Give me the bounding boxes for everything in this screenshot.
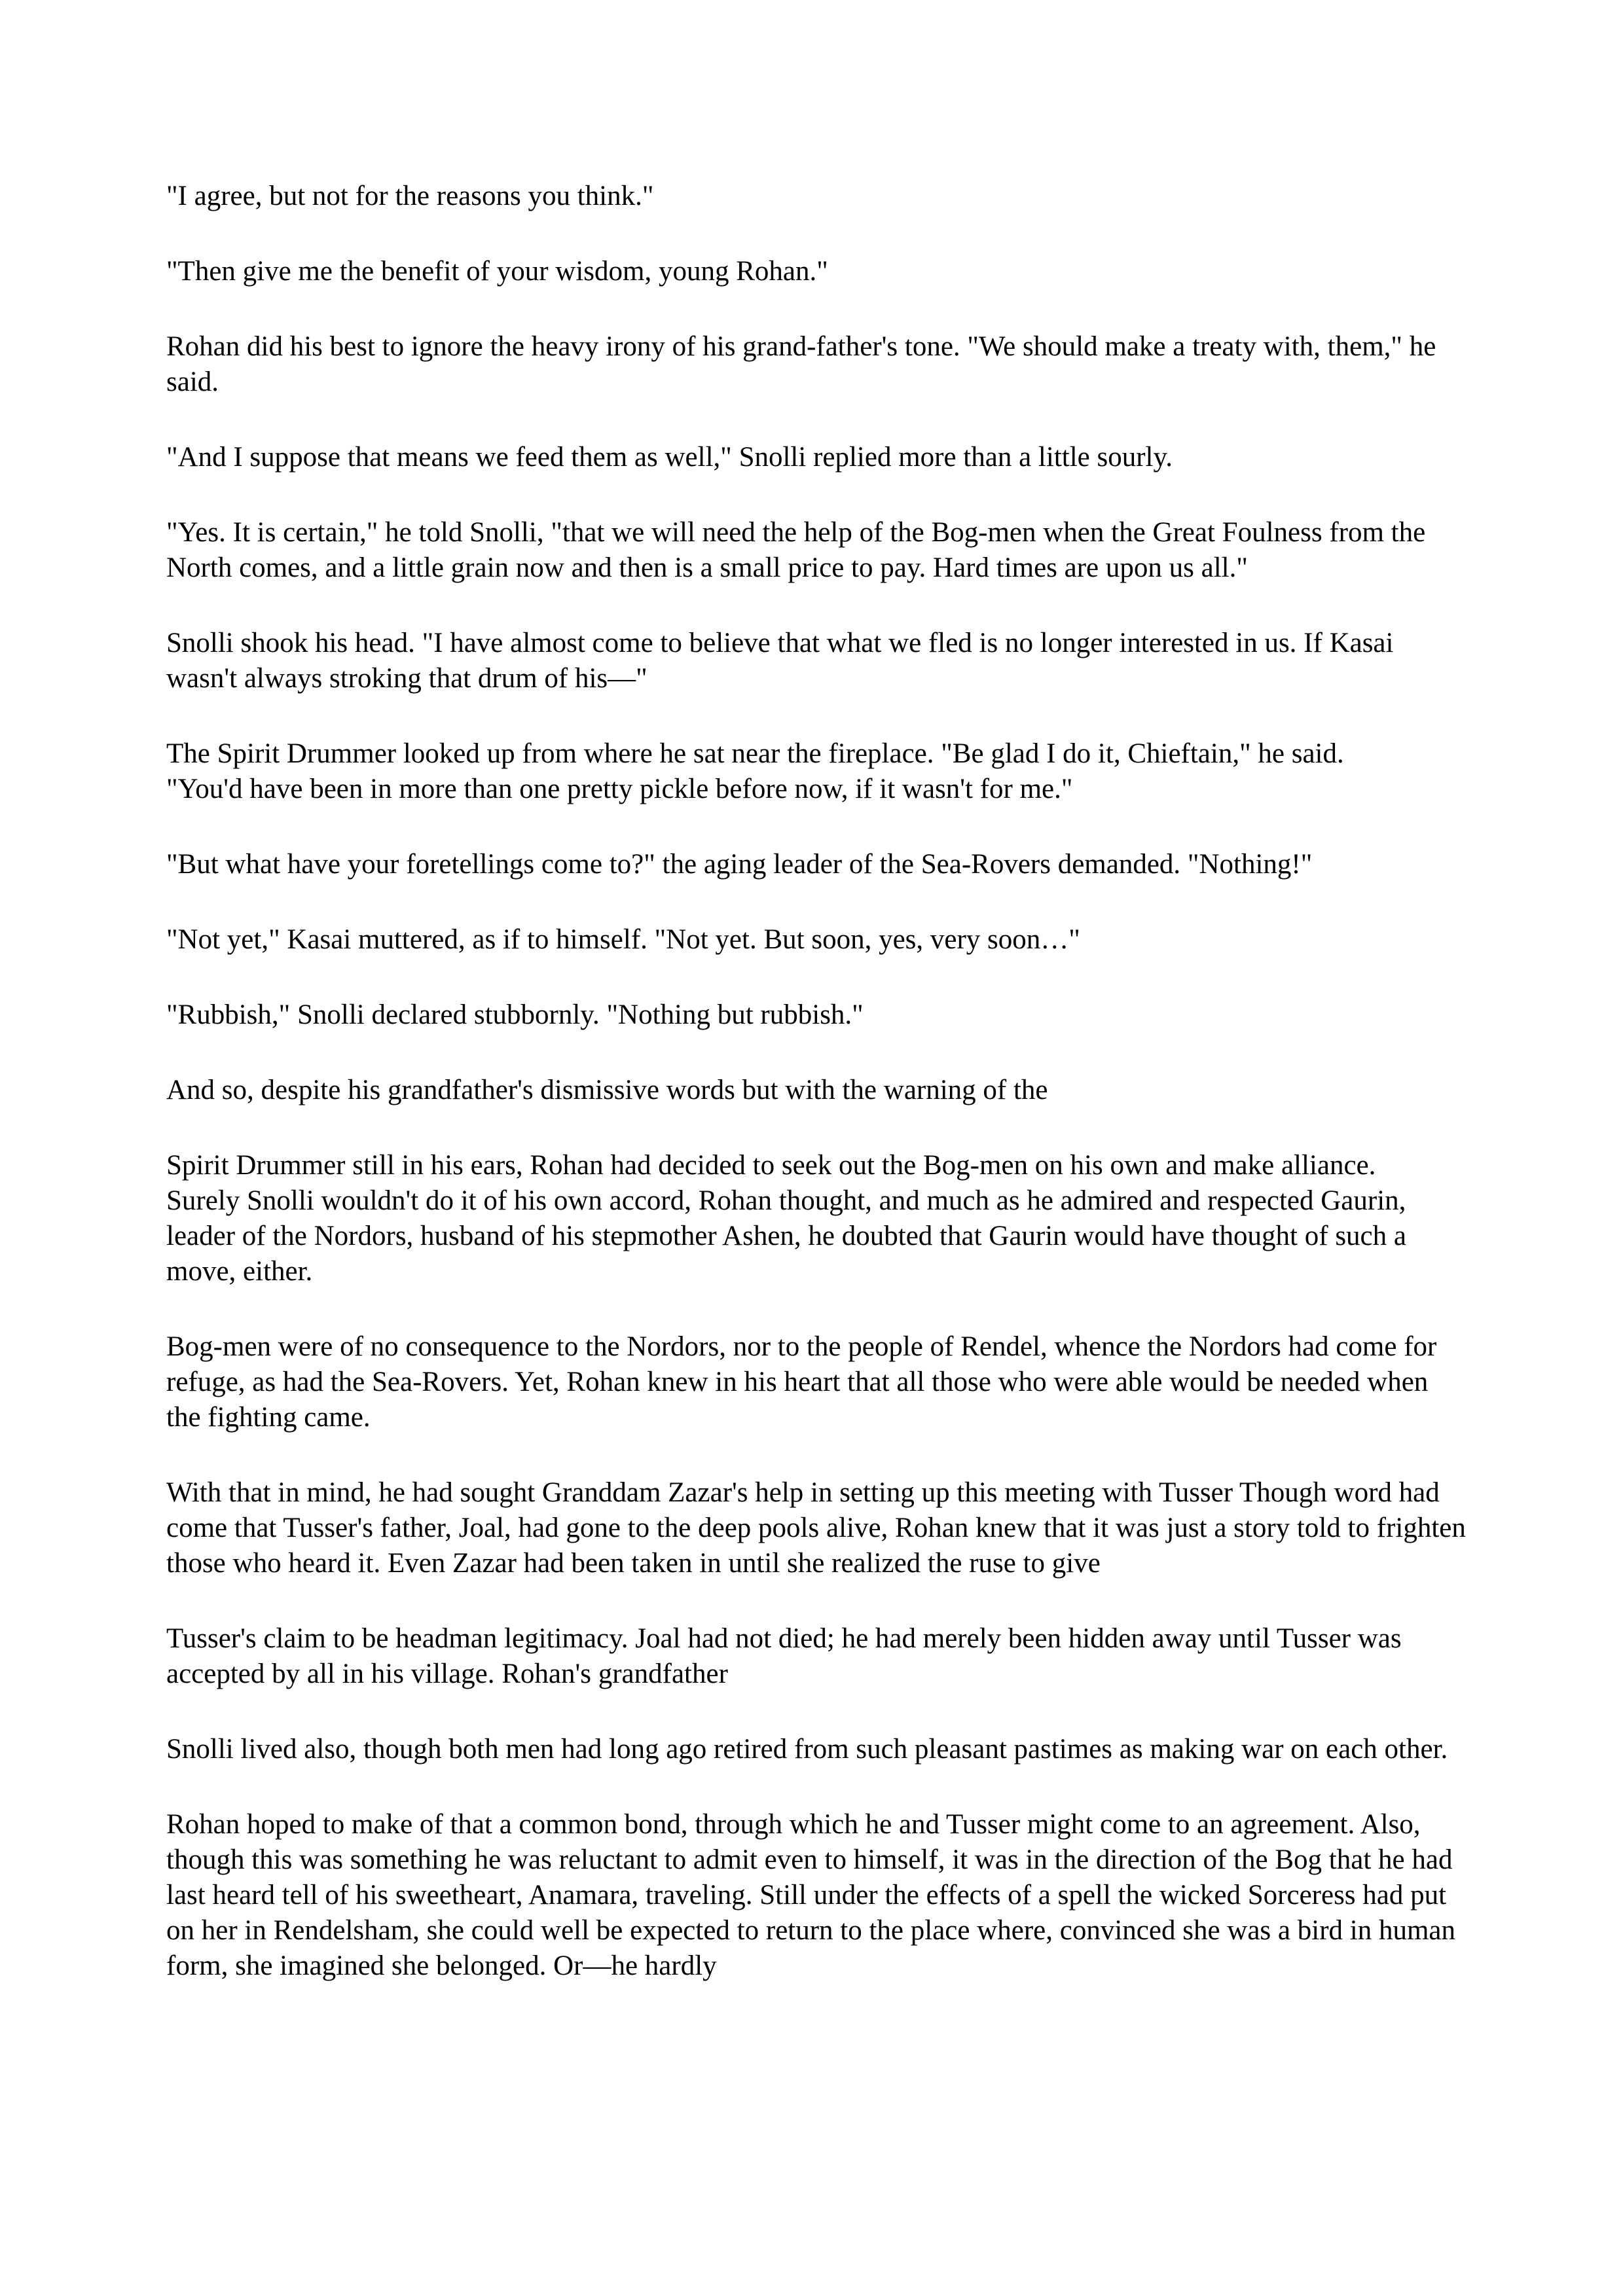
paragraph: Tusser's claim to be headman legitimacy. Joal had not died; he had merely been hidden away until Tusser was accepted by all in his village. Rohan's grandfather bbox=[166, 1623, 1402, 1689]
paragraph: Snolli shook his head. "I have almost come to believe that what we fled is no longer interested in us. If Kasai wasn't always stroking that drum of his—" bbox=[166, 628, 1394, 694]
paragraph: "And I suppose that means we feed them as well," Snolli replied more than a little sourly. bbox=[166, 442, 1173, 473]
paragraph: Rohan hoped to make of that a common bond, through which he and Tusser might come to an agreement. Also, though this was something he was reluctant to admit even to himself, it was in the direction of the Bog that he had last heard tell of his sweetheart, Anamara, traveling. Still under the effects of a spell the wicked Sorceress had put on her in Rendelsham, she could well be expected to return to the place where, convinced she was a bird in human form, she imagined she belonged. Or—he hardly bbox=[166, 1809, 1455, 1981]
paragraph: With that in mind, he had sought Granddam Zazar's help in setting up this meeting with Tusser Though word had come that Tusser's father, Joal, had gone to the deep pools alive, Rohan knew that it was just a story told to frighten those who heard it. Even Zazar had been taken in until she realized the ruse to give bbox=[166, 1477, 1466, 1579]
document-body bbox=[166, 179, 1476, 2024]
paragraph: Snolli lived also, though both men had long ago retired from such pleasant pastimes as making war on each other. bbox=[166, 1734, 1448, 1765]
paragraph: "Rubbish," Snolli declared stubbornly. "Nothing but rubbish." bbox=[166, 999, 864, 1030]
paragraph: Bog-men were of no consequence to the Nordors, nor to the people of Rendel, whence the Nordors had come for refuge, as had the Sea-Rovers. Yet, Rohan knew in his heart that all those who were able would be needed when the fighting came. bbox=[166, 1331, 1437, 1433]
paragraph: "Yes. It is certain," he told Snolli, "that we will need the help of the Bog-men when the Great Foulness from the North comes, and a little grain now and then is a small price to pay. Hard times are upon us all." bbox=[166, 517, 1426, 583]
paragraph: "But what have your foretellings come to?" the aging leader of the Sea-Rovers demanded. "Nothing!" bbox=[166, 849, 1313, 880]
paragraph: And so, despite his grandfather's dismissive words but with the warning of the bbox=[166, 1075, 1048, 1105]
paragraph: Spirit Drummer still in his ears, Rohan had decided to seek out the Bog-men on his own and make alliance. Surely Snolli wouldn't do it of his own accord, Rohan thought, and much as he admired and respected Gaurin, leader of the Nordors, husband of his stepmother Ashen, he doubted that Gaurin would have thought of such a move, either. bbox=[166, 1150, 1406, 1287]
paragraph: "Then give me the benefit of your wisdom, young Rohan." bbox=[166, 256, 828, 287]
paragraph: The Spirit Drummer looked up from where he sat near the fireplace. "Be glad I do it, Chieftain," he said. "You'd have been in more than one pretty pickle before now, if it wasn't for me." bbox=[166, 738, 1344, 804]
paragraph: "I agree, but not for the reasons you think." bbox=[166, 181, 654, 211]
paragraph: Rohan did his best to ignore the heavy irony of his grand-father's tone. "We should make a treaty with, them," he said. bbox=[166, 331, 1436, 397]
paragraph: "Not yet," Kasai muttered, as if to himself. "Not yet. But soon, yes, very soon…" bbox=[166, 924, 1080, 955]
